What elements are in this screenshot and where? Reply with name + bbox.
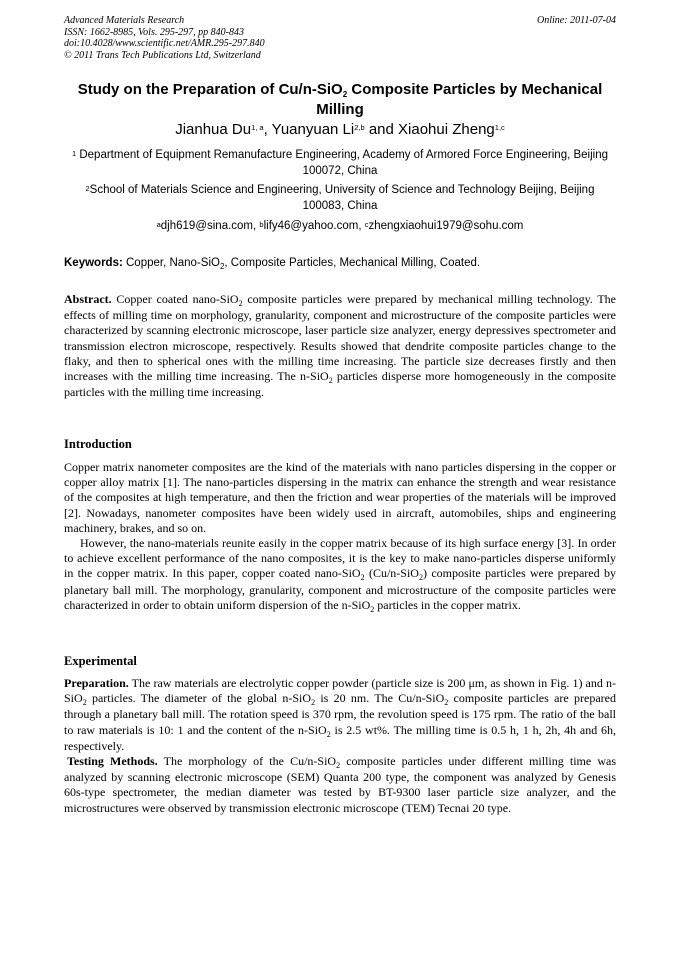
testing-methods-label: Testing Methods.: [67, 754, 158, 769]
abstract-subscript: 2: [328, 376, 333, 386]
title-part: Composite Particles by Mechanical Milling: [316, 81, 603, 118]
paper-title: [64, 81, 616, 119]
prep-subscript: 2: [326, 729, 331, 739]
copyright-line: © 2011 Trans Tech Publications Ltd, Switzerland: [64, 49, 261, 61]
preparation-paragraph: [64, 676, 616, 754]
testing-methods-paragraph: [64, 754, 616, 816]
affil-text: Department of Equipment Remanufacture Engineering, Academy of Armored Force Engineering, Beijing 100072, China: [76, 149, 609, 177]
journal-name: Advanced Materials Research: [64, 15, 185, 26]
prep-subscript: 2: [444, 698, 449, 708]
email-mark: b: [259, 220, 264, 229]
prep-text: particles. The diameter of the global n-SiO: [86, 691, 312, 706]
affil-text: School of Materials Science and Engineering, University of Science and Technology Beijing, Beijing 100083, China: [89, 184, 595, 212]
email-mark: a: [156, 220, 161, 229]
preparation-label: Preparation.: [64, 676, 129, 690]
intro-text: However, the nano-materials reunite easily in the copper matrix because of its high surface energy [3]. In order to achieve excellent performance of the nano composites, it is the key to make nano-particles disperse uniformly in the copper matrix. In this paper, copper coated nano-SiO: [64, 536, 616, 581]
email-link[interactable]: lify46@yahoo.com,: [263, 220, 365, 232]
keywords-label: Keywords:: [64, 257, 123, 269]
journal-header: [64, 15, 616, 61]
keywords-text: , Composite Particles, Mechanical Milling, Coated.: [224, 257, 481, 269]
keywords-subscript: 2: [219, 262, 225, 271]
experimental-heading: Experimental: [64, 654, 137, 668]
introduction-heading: Introduction: [64, 437, 132, 451]
experimental-body: [64, 676, 616, 816]
affil-mark: 1: [71, 149, 77, 158]
test-subscript: 2: [336, 761, 341, 771]
title-subscript: 2: [342, 90, 348, 99]
author-emails: [64, 219, 616, 235]
intro-text: ) composite particles were prepared by planetary ball mill. The morphology, granularity, component and microstructure of the composite particles were characterized in order to obtain uniform dispersion of the n-SiO: [64, 566, 616, 612]
issn-line: ISSN: 1662-8985, Vols. 295-297, pp 840-843: [64, 26, 244, 38]
affiliation-2: [64, 183, 616, 214]
introduction-body: [64, 460, 616, 614]
abstract-subscript: 2: [238, 299, 243, 308]
author-affil-mark: 1,c: [494, 123, 505, 132]
abstract-text: Copper coated nano-SiO: [111, 292, 239, 306]
online-date: Online: 2011-07-04: [537, 15, 616, 26]
prep-text: is 2.5 wt%. The milling time is 0.5 h, 1 h, 2h, 4h and 6h, respectively.: [64, 722, 616, 753]
test-text: The morphology of the Cu/n-SiO: [157, 754, 337, 769]
intro-subscript: 2: [360, 573, 365, 583]
author-name: , Yuanyuan Li: [263, 121, 355, 138]
abstract-text: composite particles were prepared by mechanical milling technology. The effects of milling time on morphology, granularity, component and microstructure of the composite particles were characterized by scanning electronic microscope, laser particle size analyzer, energy depressives spectrometer and transmission electron microscope, respectively. Results showed that dendrite composite particles change to the flaky, and then to spherical ones with the milling time increasing. The particle size decreases firstly and then increases with the milling time increasing. The n-SiO: [64, 292, 616, 384]
intro-subscript: 2: [418, 573, 423, 583]
prep-text: composite particles are prepared through a planetary ball mill. The rotation speed is 370 rpm, the revolution speed is 175 rpm. The ratio of the ball to raw materials is 10: 1 and the content of the n-SiO: [64, 691, 616, 737]
intro-paragraph-2: [64, 536, 616, 614]
intro-text: (Cu/n-SiO: [364, 566, 419, 581]
affiliation-1: [64, 148, 616, 179]
test-text: composite particles under different milling time was analyzed by scanning electronic microscope (SEM) Quanta 200 type, the component was analyzed by Genesis 60s-type spectrometer, the median diameter was tested by BT-9300 laser particle size analyzer, and the microstructures were observed by transmission electronic microscope (TEM) Tecnai 20 type.: [64, 754, 616, 815]
title-part: Study on the Preparation of Cu/n-SiO: [77, 81, 343, 98]
email-link[interactable]: zhengxiaohui1979@sohu.com: [368, 220, 524, 232]
prep-text: The raw materials are electrolytic copper powder (particle size is 200 μm, as shown in Fig. 1) and n-SiO: [64, 676, 616, 706]
prep-subscript: 2: [82, 698, 87, 708]
author-affil-mark: 1, a: [251, 123, 264, 132]
abstract-label: Abstract.: [64, 292, 112, 306]
intro-paragraph-1: Copper matrix nanometer composites are the kind of the materials with nano particles dispersing in the copper or copper alloy matrix [1]. The nano-particles dispersing in the matrix can enhance the strength and wear resistance of the composites at high temperature, and then the friction and wear properties of the materials will be improved [2]. Nowadays, nanometer composites have been widely used in aircraft, automobiles, ships and engineering machinery, brakes, and so on.: [64, 460, 616, 535]
email-link[interactable]: djh619@sina.com,: [160, 220, 260, 232]
author-list: [64, 121, 616, 139]
keywords: [64, 256, 616, 271]
abstract-text: particles disperse more homogeneously in the composite particles with the milling time increasing.: [64, 369, 617, 400]
prep-text: is 20 nm. The Cu/n-SiO: [315, 691, 445, 706]
affil-mark: 2: [85, 184, 90, 193]
author-name: and Xiaohui Zheng: [364, 121, 495, 138]
abstract: [64, 292, 616, 400]
email-mark: c: [364, 220, 369, 229]
keywords-text: Copper, Nano-SiO: [122, 257, 220, 269]
author-name: Jianhua Du: [175, 121, 252, 138]
intro-subscript: 2: [370, 604, 375, 614]
author-affil-mark: 2,b: [354, 123, 365, 132]
doi-line: doi:10.4028/www.scientific.net/AMR.295-297.840: [64, 38, 265, 49]
prep-subscript: 2: [311, 698, 316, 708]
intro-text: particles in the copper matrix.: [374, 597, 521, 612]
